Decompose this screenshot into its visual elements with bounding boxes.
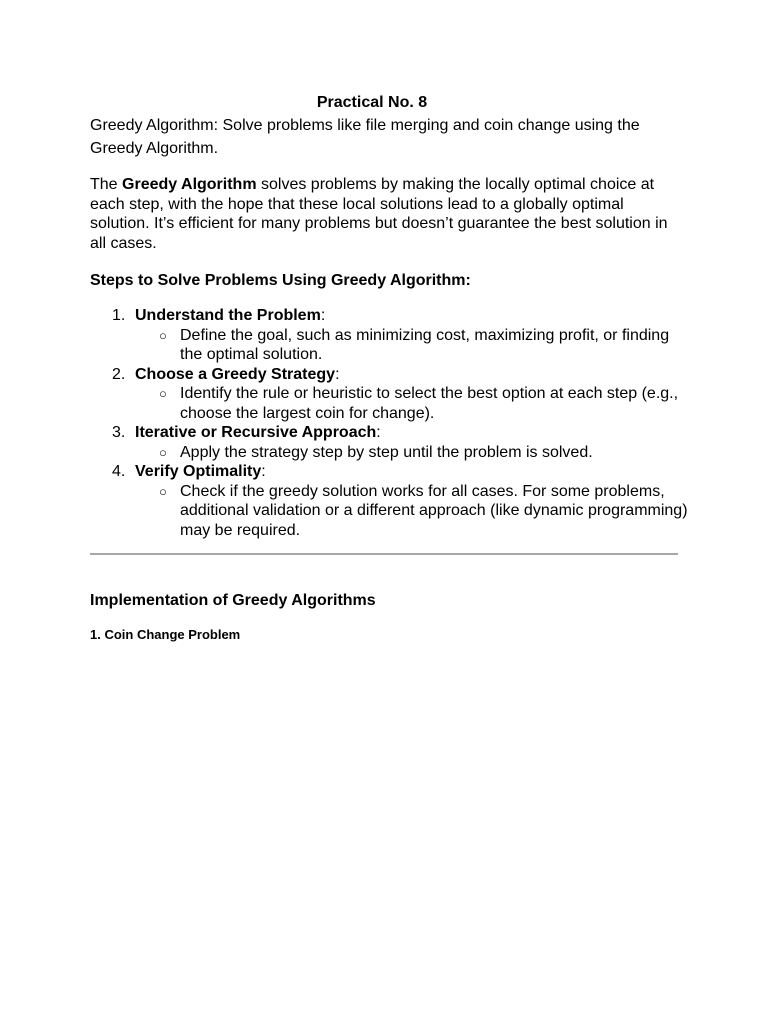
step-colon: : [320, 307, 326, 324]
step-detail-text: Define the goal, such as minimizing cost, maximizing profit, or finding the optimal solution. [180, 326, 670, 363]
step-detail-text: Apply the strategy step by step until the problem is solved. [180, 443, 593, 461]
step-detail-list [135, 443, 690, 463]
step-item [90, 365, 690, 424]
coin-change-subheading: 1. Coin Change Problem [90, 627, 241, 642]
step-number: 2. [112, 365, 126, 383]
step-detail-text: Check if the greedy solution works for all cases. For some problems, additional validation or a different approach (like dynamic programming) may be required. [180, 482, 688, 539]
step-number: 3. [112, 424, 126, 441]
step-item [90, 423, 690, 462]
steps-heading: Steps to Solve Problems Using Greedy Algorithm: [90, 272, 471, 289]
step-label: Choose a Greedy Strategy [135, 365, 336, 383]
step-colon: : [261, 463, 266, 480]
step-detail-list [135, 482, 690, 541]
step-label: Iterative or Recursive Approach [135, 424, 377, 441]
step-item [90, 462, 690, 540]
step-detail [135, 443, 690, 463]
step-detail-list [135, 326, 690, 365]
step-colon: : [376, 424, 381, 441]
step-detail [135, 482, 690, 541]
step-detail-list [135, 384, 690, 423]
intro-paragraph [90, 175, 682, 253]
step-label: Understand the Problem [135, 307, 321, 324]
step-detail [135, 384, 690, 423]
step-label: Verify Optimality [135, 463, 262, 480]
hollow-circle-bullet-icon: ○ [159, 483, 167, 499]
intro-bold-term: Greedy Algorithm [122, 176, 257, 193]
hollow-circle-bullet-icon: ○ [159, 444, 167, 460]
hollow-circle-bullet-icon: ○ [159, 327, 167, 343]
page-title: Practical No. 8 [316, 94, 428, 111]
step-number: 1. [112, 307, 126, 324]
aim-statement: Greedy Algorithm: Solve problems like file merging and coin change using the Greedy Algorithm. [90, 117, 640, 157]
intro-suffix: solves problems by making the locally optimal choice at each step, with the hope that these local solutions lead to a globally optimal solution. It’s efficient for many problems but doesn’t guarantee the best solution in all cases. [90, 176, 668, 252]
implementation-heading: Implementation of Greedy Algorithms [90, 592, 376, 609]
step-detail [135, 326, 690, 365]
hollow-circle-bullet-icon: ○ [159, 386, 167, 401]
step-item [90, 306, 690, 365]
steps-list [90, 306, 690, 540]
step-number: 4. [112, 463, 126, 480]
horizontal-divider [90, 553, 678, 555]
step-detail-text: Identify the rule or heuristic to select the best option at each step (e.g., choose the largest coin for change). [180, 385, 679, 422]
step-colon: : [335, 365, 340, 383]
intro-prefix: The [90, 176, 123, 193]
